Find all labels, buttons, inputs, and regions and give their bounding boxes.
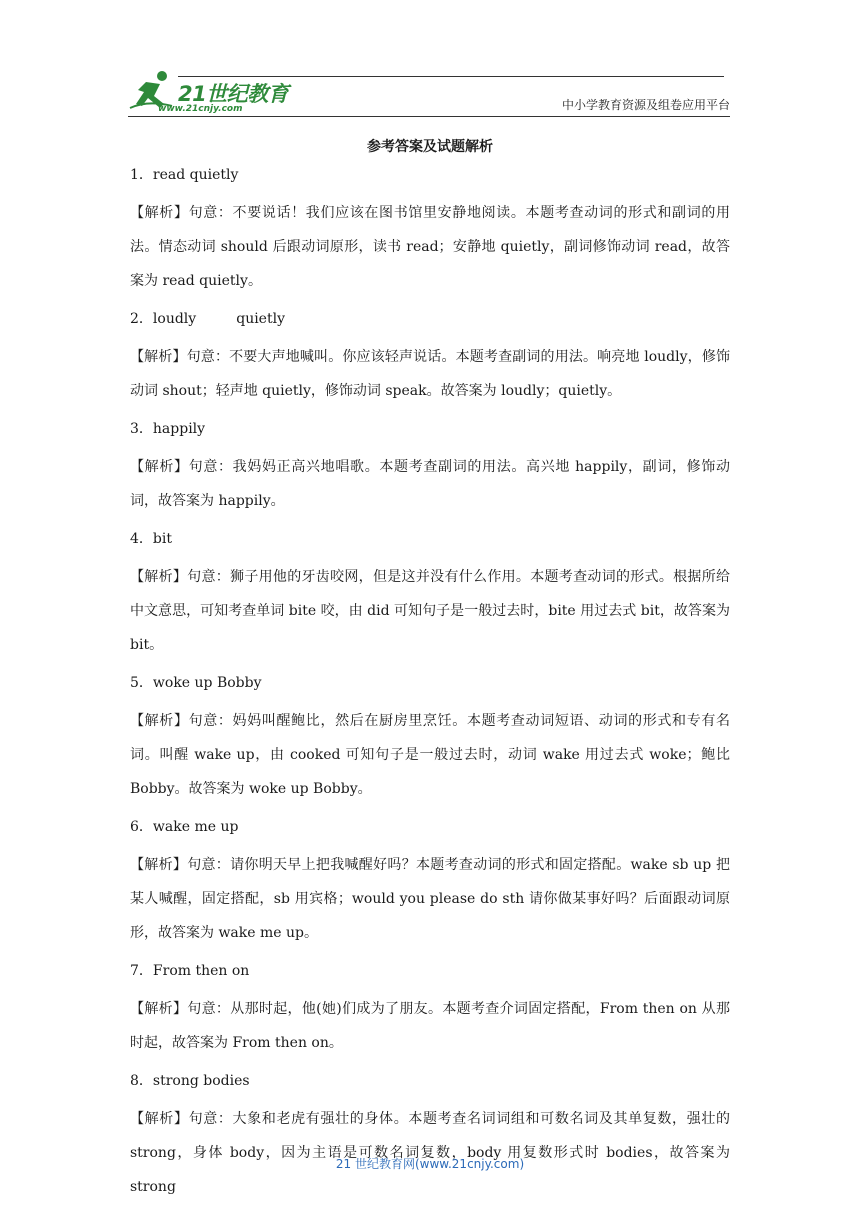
platform-name: 中小学教育资源及组卷应用平台: [561, 98, 730, 112]
explanation-text: 【解析】句意：狮子用他的牙齿咬网，但是这并没有什么作用。本题考查动词的形式。根据所给中文意思，可知考查单词 bite 咬，由 did 可知句子是一般过去时，bite 用过去式 bit，故答案为 bit。: [130, 569, 730, 653]
answer-line: 8．strong bodies: [130, 1073, 250, 1089]
answer-line: 1．read quietly: [130, 167, 239, 183]
list-item: [130, 162, 730, 298]
page-header: [128, 70, 730, 118]
header-rule-bottom: [128, 116, 730, 117]
explanation-text: 【解析】句意：大象和老虎有强壮的身体。本题考查名词词组和可数名词及其单复数，强壮的 strong，身体 body，因为主语是可数名词复数，body 用复数形式时 bodies，故答案为 strong: [130, 1111, 730, 1195]
list-item: [130, 958, 730, 1060]
explanation-text: 【解析】句意：妈妈叫醒鲍比，然后在厨房里烹饪。本题考查动词短语、动词的形式和专有名词。叫醒 wake up，由 cooked 可知句子是一般过去时，动词 wake 用过去式 woke；鲍比 Bobby。故答案为 woke up Bobby。: [130, 713, 730, 797]
list-item: [130, 670, 730, 806]
footer-link[interactable]: 21 世纪教育网(www.21cnjy.com): [335, 1157, 525, 1171]
list-item: [130, 526, 730, 662]
answer-line: 4．bit: [130, 531, 172, 547]
answer-list: [130, 162, 730, 1212]
list-item: [130, 306, 730, 408]
logo-url: www.21cnjy.com: [158, 104, 243, 114]
explanation-text: 【解析】句意：我妈妈正高兴地唱歌。本题考查副词的用法。高兴地 happily，副词，修饰动词，故答案为 happily。: [130, 459, 730, 509]
answer-line: 6．wake me up: [130, 819, 239, 835]
page-title: 参考答案及试题解析: [367, 139, 493, 155]
explanation-text: 【解析】句意：不要说话！我们应该在图书馆里安静地阅读。本题考查动词的形式和副词的用法。情态动词 should 后跟动词原形，读书 read；安静地 quietly，副词修饰动词 read，故答案为 read quietly。: [130, 205, 730, 289]
list-item: [130, 1068, 730, 1204]
explanation-text: 【解析】句意：从那时起，他(她)们成为了朋友。本题考查介词固定搭配，From then on 从那时起，故答案为 From then on。: [130, 1001, 730, 1051]
explanation-text: 【解析】句意：请你明天早上把我喊醒好吗？本题考查动词的形式和固定搭配。wake sb up 把某人喊醒，固定搭配，sb 用宾格；would you please do sth 请你做某事好吗？后面跟动词原形，故答案为 wake me up。: [130, 857, 730, 941]
answer-line: 2．loudly quietly: [130, 311, 285, 327]
header-rule-top: [178, 76, 724, 77]
list-item: [130, 416, 730, 518]
list-item: [130, 814, 730, 950]
answer-line: 7．From then on: [130, 963, 250, 979]
logo-text: 21世纪教育: [178, 82, 289, 106]
answer-line: 5．woke up Bobby: [130, 675, 262, 691]
explanation-text: 【解析】句意：不要大声地喊叫。你应该轻声说话。本题考查副词的用法。响亮地 loudly，修饰动词 shout；轻声地 quietly，修饰动词 speak。故答案为 loudly；quietly。: [130, 349, 730, 399]
answer-line: 3．happily: [130, 421, 206, 437]
